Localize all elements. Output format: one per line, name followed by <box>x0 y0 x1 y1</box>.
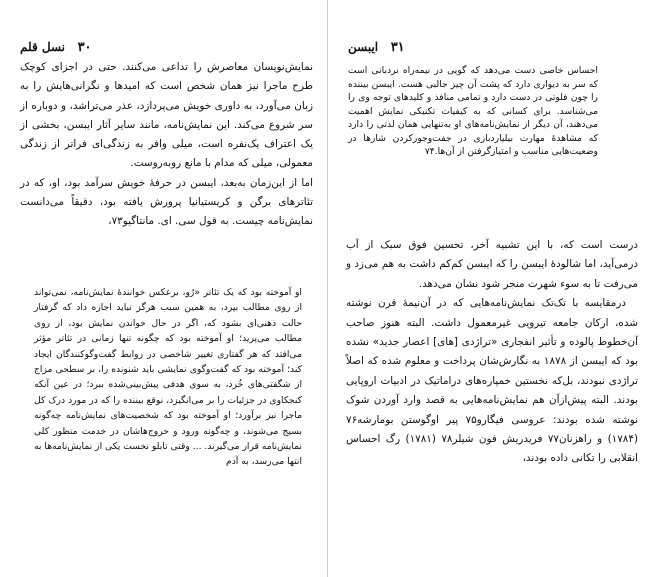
page-number: ۳۱ <box>390 40 405 55</box>
quote-text: احساس خاصی دست می‌دهد که گویی در نیمه‌راه نردبانی است که سر به دیواری دارد که پشت آن چیز جالبی هست. ایبسن بیننده را چون فلوتی در دست دارد و تمامی منافذ و کلیدهای توجه وی را می‌شناسد. برای کسانی که به کیفیات تکنیکی نمایش اهمیت می‌دهند، آن دیگر از نمایش‌نامه‌های او به‌تنهایی همان لذتی را دارد که مشاهدهٔ مهارت بیلیاردبازی در جفت‌وجورکردن شارها در وضعیت‌هایی مناسب و امتیازگرفتن از آن‌ها.۷۴ <box>348 65 598 157</box>
paragraph: نمایش‌نویسان معاصرش را تداعی می‌کنند. حتی در اجزای کوچک طرح ماجرا نیز همان شخص است که امیدها و نگرانی‌هایش را به زبان می‌آورد، به داوری خویش می‌پردازد، عذر می‌تراشد، و دوباره از سر شروع می‌کند. این نمایش‌نامه، مانند سایر آثار ایبسن، بخشی از یک اعتراف یک‌نفره است، میلی وافر به زندگی‌ای فراتر از زندگی معمولی، میلی که مدام با مانع روبه‌روست. <box>20 61 313 170</box>
paragraph: اما از این‌زمان به‌بعد، ایبسن در حرفهٔ خویش سرآمد بود، او، که در تئاترهای برگن و کریستیانیا پرورش یافته بود، دقیقاً می‌دانست نمایش‌نامه چیست. به قول سی. ای. مانتاگیو۷۳، <box>20 176 313 228</box>
body-text <box>20 58 313 232</box>
block-quote <box>34 285 302 470</box>
running-header <box>348 40 588 58</box>
right-page <box>328 0 655 577</box>
quote-text: او آموخته بود که یک تئاتر «رُو، برعکس خوانندهٔ نمایش‌نامه، نمی‌تواند از روی مطالب بپرد، به همین سبب هرگز نباید اجازه داد که گرفتار حالت ذهنی‌ای بشود که، اگر در حال خواندن نمایش بود، از روی مطالب می‌پرید؛ او آموخته بود که چگونه تنها زمانی در تئاتر مؤثر می‌افتد که هر گفتاری تغییر شاخصی در روابط گفت‌وگوکنندگان ایجاد کند؛ آموخته بود که گفت‌وگوی نمایشی باید شنونده را، بر سطحی مزاج از شگفتی‌های خُرد، به سوی هدفی پیش‌بینی‌شده ببرد؛ در عین آنکه کنجکاوی در جزئیات را بر می‌انگیزد، نوقع بیننده را که در مورد درک کل ماجرا نیز برآورد؛ او آموخته بود که شخصیت‌های نمایش‌نامه چه‌گونه بسیج می‌شوند، و چه‌گونه ورود و خروج‌هاشان در خدمت منظور کلی نمایش‌نامه قرار می‌گیرند. ... وقتی تابلو نخست یکی از نمایش‌نامه‌ها به انتها می‌رسد، به آدم <box>34 287 302 468</box>
paragraph: درست است که، با این تشبیه آخر، تحسین فوق سبک از آب درمی‌آید، اما شالودهٔ ایبسن را که ایبسن کم‌کم داشت به هم می‌زد و می‌رفت تا به سوء شهرت منجر شود نشان می‌دهد. <box>346 239 638 290</box>
running-title: نسل قلم <box>20 40 66 54</box>
block-quote <box>348 64 598 159</box>
paragraph: درمقایسه با تک‌تک نمایش‌نامه‌هایی که در آن‌نیمهٔ قرن نوشته شده، ارکان جامعه تیرویی غیرمعمول داشت. البته هنوز صاحب آن‌خطوط پالوده و تأثیر انفجاری «تراژدی [های] اعصار جدید» نشده بود که ایبسن از ۱۸۷۸ به نگارش‌شان پرداخت و معلوم شده که اصلاً تراژدی نبودند، بل‌که نخستین خمپاره‌های دراماتیک در ادبیات اروپایی بودند. البته پیش‌ازآن هم نمایش‌نامه‌هایی به قصد وارد آوردن شوک نوشته شده بودند: عروسی فیگارو۷۵ پیر اوگوستن بومارشه۷۶ (۱۷۸۴) و راهزنان۷۷ فریدریش فون شیلر۷۸ (۱۷۸۱) رگ احساس انقلابی را تکانی داده بودند، <box>346 297 639 465</box>
body-text <box>346 236 638 469</box>
running-header <box>20 40 310 58</box>
page-number: ۳۰ <box>77 40 92 55</box>
running-title: ایبسن <box>348 40 379 54</box>
